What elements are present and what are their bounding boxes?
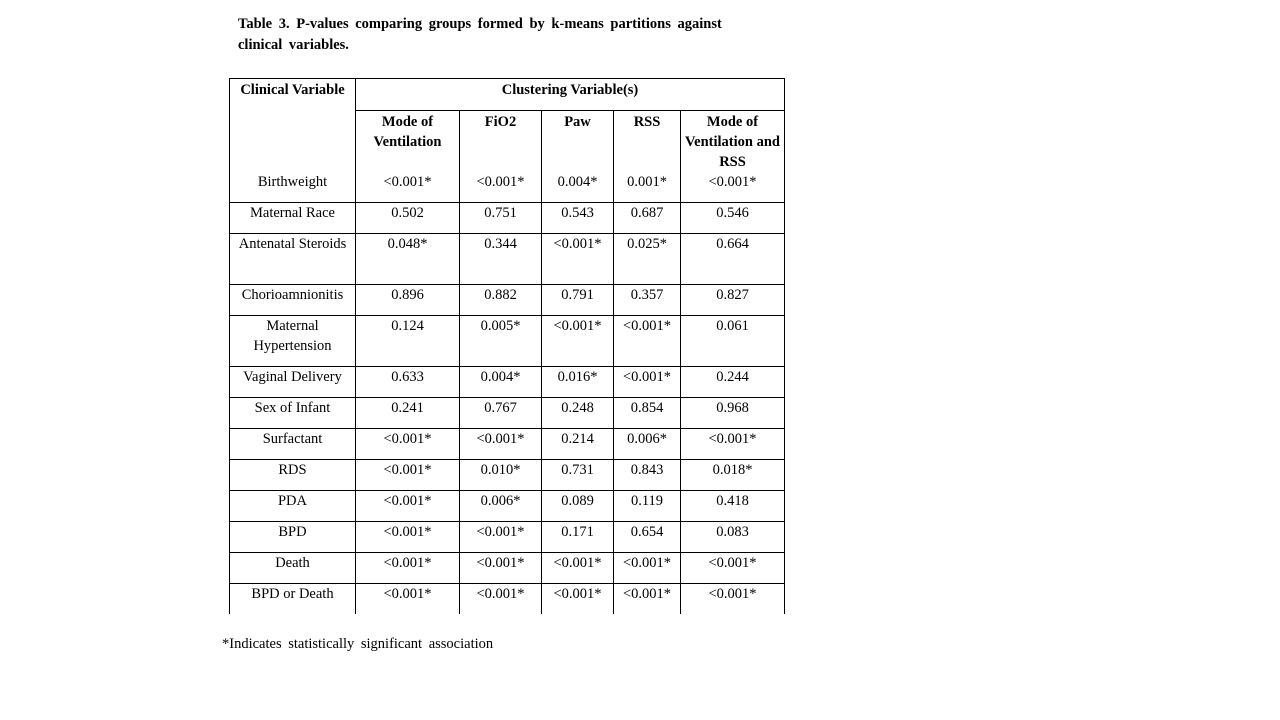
row-label: Death <box>230 553 356 584</box>
table-cell: <0.001* <box>356 553 460 584</box>
table-cell: <0.001* <box>614 316 681 367</box>
table-caption: Table 3. P-values comparing groups formed by k-means partitions against clinical variables. <box>238 16 722 53</box>
table-cell: 0.502 <box>356 203 460 234</box>
table-cell: 0.083 <box>681 522 785 553</box>
row-label: Antenatal Steroids <box>230 234 356 285</box>
table-cell: 0.731 <box>542 460 614 491</box>
table-cell: 0.089 <box>542 491 614 522</box>
row-label: PDA <box>230 491 356 522</box>
table-cell: <0.001* <box>356 172 460 203</box>
table-cell: 0.546 <box>681 203 785 234</box>
row-label: Maternal Hypertension <box>230 316 356 367</box>
p-value-table <box>229 78 785 614</box>
table-cell: 0.004* <box>542 172 614 203</box>
table-cell: 0.882 <box>460 285 542 316</box>
table-cell: <0.001* <box>614 584 681 615</box>
table-cell: <0.001* <box>356 460 460 491</box>
table-cell: <0.001* <box>614 367 681 398</box>
table-cell: 0.767 <box>460 398 542 429</box>
table-cell: <0.001* <box>542 316 614 367</box>
header-clinical-variable: Clinical Variable <box>230 79 356 173</box>
table-cell: <0.001* <box>542 553 614 584</box>
row-label: Vaginal Delivery <box>230 367 356 398</box>
table-cell: 0.664 <box>681 234 785 285</box>
row-label: BPD or Death <box>230 584 356 615</box>
table-row <box>230 429 785 460</box>
row-label: Surfactant <box>230 429 356 460</box>
table-cell: 0.791 <box>542 285 614 316</box>
table-cell: 0.843 <box>614 460 681 491</box>
table-cell: 0.006* <box>614 429 681 460</box>
column-header: FiO2 <box>460 111 542 173</box>
table-cell: 0.418 <box>681 491 785 522</box>
table-cell: 0.005* <box>460 316 542 367</box>
table-row <box>230 460 785 491</box>
table-cell: <0.001* <box>356 522 460 553</box>
table-cell: 0.244 <box>681 367 785 398</box>
table-row <box>230 522 785 553</box>
table-cell: <0.001* <box>681 172 785 203</box>
table-cell: 0.004* <box>460 367 542 398</box>
table-cell: <0.001* <box>681 553 785 584</box>
table-cell: 0.048* <box>356 234 460 285</box>
table-cell: 0.171 <box>542 522 614 553</box>
table-cell: 0.025* <box>614 234 681 285</box>
table-cell: <0.001* <box>542 234 614 285</box>
table-cell: <0.001* <box>681 429 785 460</box>
table-cell: <0.001* <box>681 584 785 615</box>
column-header: Paw <box>542 111 614 173</box>
table-cell: <0.001* <box>460 429 542 460</box>
table-cell: 0.124 <box>356 316 460 367</box>
column-header: Mode of Ventilation and RSS <box>681 111 785 173</box>
table-cell: 0.248 <box>542 398 614 429</box>
row-label: BPD <box>230 522 356 553</box>
table-cell: 0.654 <box>614 522 681 553</box>
table-cell: <0.001* <box>614 553 681 584</box>
table-footnote: *Indicates statistically significant association <box>222 636 494 652</box>
row-label: Maternal Race <box>230 203 356 234</box>
table-cell: 0.241 <box>356 398 460 429</box>
table-cell: 0.357 <box>614 285 681 316</box>
table-row <box>230 367 785 398</box>
table-cell: 0.001* <box>614 172 681 203</box>
table-cell: 0.119 <box>614 491 681 522</box>
table-cell: 0.214 <box>542 429 614 460</box>
table-cell: <0.001* <box>542 584 614 615</box>
column-header: RSS <box>614 111 681 173</box>
row-label: Birthweight <box>230 172 356 203</box>
table-cell: 0.006* <box>460 491 542 522</box>
table-cell: 0.018* <box>681 460 785 491</box>
table-cell: <0.001* <box>460 172 542 203</box>
table-cell: <0.001* <box>460 553 542 584</box>
table-cell: 0.896 <box>356 285 460 316</box>
table-cell: 0.968 <box>681 398 785 429</box>
table-cell: 0.061 <box>681 316 785 367</box>
table-row <box>230 316 785 367</box>
table-cell: 0.854 <box>614 398 681 429</box>
table-row <box>230 285 785 316</box>
table-cell: 0.751 <box>460 203 542 234</box>
table-cell: <0.001* <box>460 522 542 553</box>
table-cell: 0.827 <box>681 285 785 316</box>
table-row <box>230 491 785 522</box>
table-row <box>230 553 785 584</box>
header-clustering-variables: Clustering Variable(s) <box>356 79 785 111</box>
table-cell: <0.001* <box>460 584 542 615</box>
table-cell: 0.633 <box>356 367 460 398</box>
table-cell: <0.001* <box>356 429 460 460</box>
table-row <box>230 584 785 615</box>
table-cell: <0.001* <box>356 491 460 522</box>
table-cell: <0.001* <box>356 584 460 615</box>
column-header: Mode of Ventilation <box>356 111 460 173</box>
table-row <box>230 398 785 429</box>
table-cell: 0.010* <box>460 460 542 491</box>
table-cell: 0.344 <box>460 234 542 285</box>
table-cell: 0.687 <box>614 203 681 234</box>
table-cell: 0.543 <box>542 203 614 234</box>
table-row <box>230 203 785 234</box>
table-row <box>230 172 785 203</box>
row-label: Sex of Infant <box>230 398 356 429</box>
row-label: RDS <box>230 460 356 491</box>
table-row <box>230 234 785 285</box>
row-label: Chorioamnionitis <box>230 285 356 316</box>
table-cell: 0.016* <box>542 367 614 398</box>
